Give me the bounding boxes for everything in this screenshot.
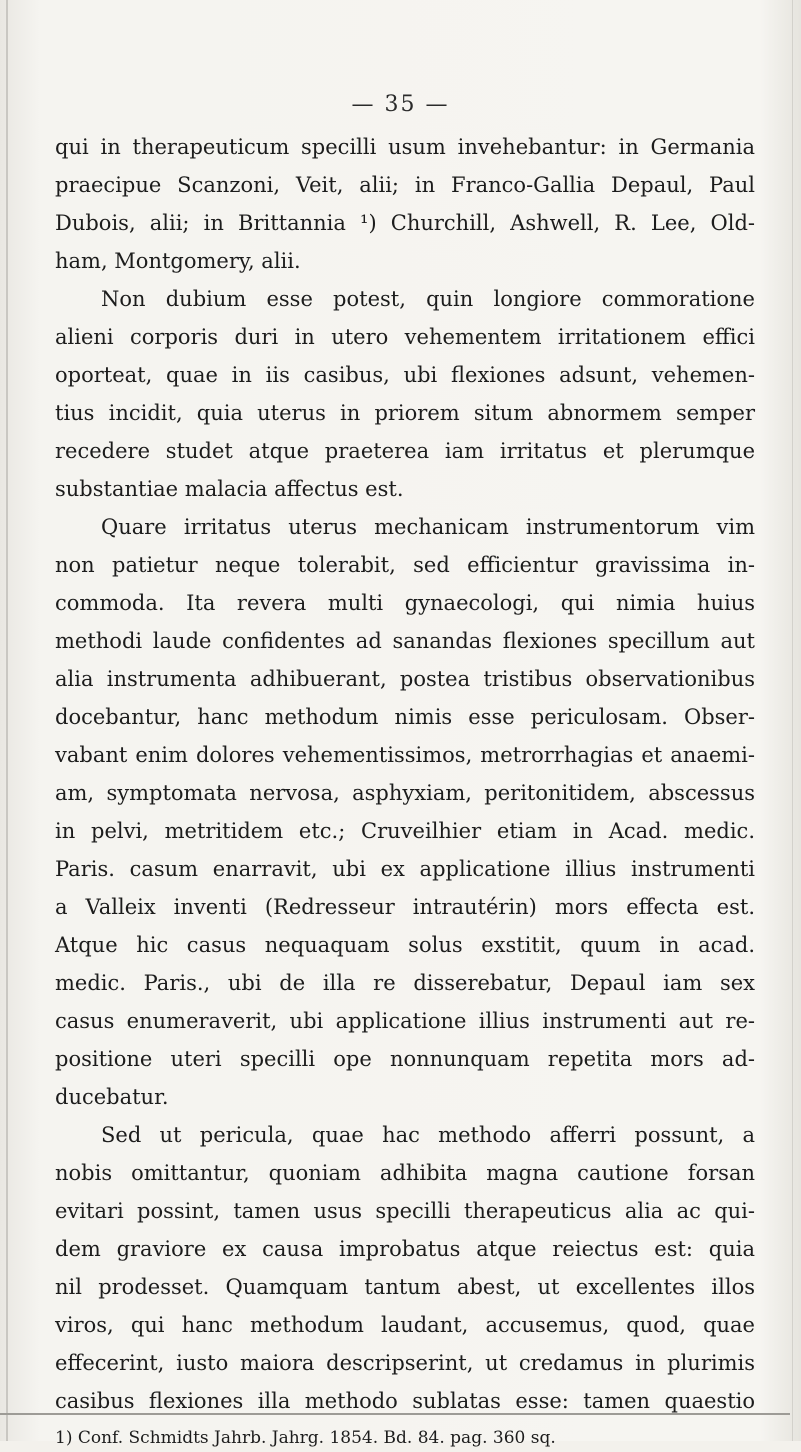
text-line: medic. Paris., ubi de illa re disserebatur, Depaul iam sex [55,971,755,995]
text-line: am, symptomata nervosa, asphyxiam, peritonitidem, abscessus [55,781,755,805]
text-line: non patietur neque tolerabit, sed efficientur gravissima in- [55,553,755,577]
text-line: Dubois, alii; in Brittannia ¹) Churchill, Ashwell, R. Lee, Old- [55,211,755,235]
text-line: Paris. casum enarravit, ubi ex applicatione illius instrumenti [55,857,755,881]
page-right-edge [792,0,793,1441]
text-line: viros, qui hanc methodum laudant, accusemus, quod, quae [55,1313,755,1337]
text-line: in pelvi, metritidem etc.; Cruveilhier etiam in Acad. medic. [55,819,755,843]
text-line: ducebatur. [55,1085,169,1109]
text-line: methodi laude confidentes ad sanandas flexiones specillum aut [55,629,755,653]
text-line: substantiae malacia affectus est. [55,477,404,501]
text-line: vabant enim dolores vehementissimos, metrorrhagias et anaemi- [55,743,755,767]
text-line: commoda. Ita revera multi gynaecologi, qui nimia huius [55,591,755,615]
page-left-edge [6,0,8,1441]
text-line: dem graviore ex causa improbatus atque reiectus est: quia [55,1237,755,1261]
text-line: Atque hic casus nequaquam solus exstitit, quum in acad. [55,933,755,957]
text-line: qui in therapeuticum specilli usum invehebantur: in Germania [55,135,755,159]
text-line: ham, Montgomery, alii. [55,249,301,273]
body-text [55,128,755,1452]
text-line: alieni corporis duri in utero vehementem irritationem effici [55,325,755,349]
text-line: positione uteri specilli ope nonnunquam repetita mors ad- [55,1047,755,1071]
text-line: recedere studet atque praeterea iam irritatus et plerumque [55,439,755,463]
text-line: tius incidit, quia uterus in priorem situm abnormem semper [55,401,755,425]
text-line: evitari possint, tamen usus specilli therapeuticus alia ac qui- [55,1199,755,1223]
page-number: — 35 — [351,92,450,117]
text-line: oporteat, quae in iis casibus, ubi flexiones adsunt, vehemen- [55,363,755,387]
text-line: docebantur, hanc methodum nimis esse periculosam. Obser- [55,705,755,729]
text-line: effecerint, iusto maiora descripserint, ut credamus in plurimis [55,1351,755,1375]
text-line: Non dubium esse potest, quin longiore commoratione [101,287,755,311]
footnote: 1) Conf. Schmidts Jahrb. Jahrg. 1854. Bd. 84. pag. 360 sq. [55,1428,556,1448]
text-line: nil prodesset. Quamquam tantum abest, ut excellentes illos [55,1275,755,1299]
text-line: nobis omittantur, quoniam adhibita magna cautione forsan [55,1161,755,1185]
text-line: Sed ut pericula, quae hac methodo afferri possunt, a [101,1123,755,1147]
text-line: casus enumeraverit, ubi applicatione illius instrumenti aut re- [55,1009,755,1033]
text-line: praecipue Scanzoni, Veit, alii; in Franco-Gallia Depaul, Paul [55,173,755,197]
text-line: Quare irritatus uterus mechanicam instrumentorum vim [101,515,755,539]
text-line: casibus flexiones illa methodo sublatas esse: tamen quaestio [55,1389,755,1413]
text-line: alia instrumenta adhibuerant, postea tristibus observationibus [55,667,755,691]
text-line: a Valleix inventi (Redresseur intrautérin) mors effecta est. [55,895,755,919]
